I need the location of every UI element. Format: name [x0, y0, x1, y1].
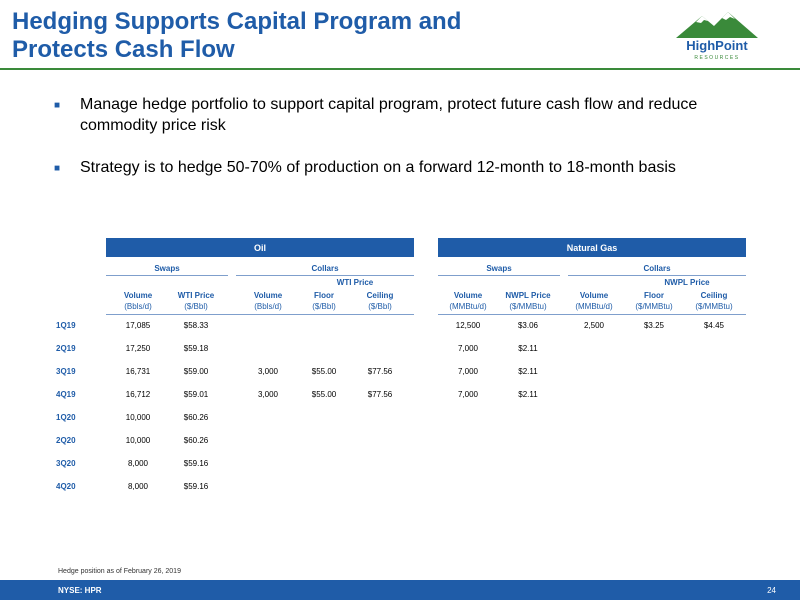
col-header-oil-swap-price: WTI Price ($/Bbl) [177, 291, 215, 311]
table-cell: $60.26 [183, 436, 209, 445]
table-cell: 3,000 [257, 367, 279, 376]
oil-header: Oil [106, 238, 414, 257]
logo-sub: RESOURCES [694, 55, 740, 61]
table-cell: $59.18 [183, 344, 209, 353]
divider [438, 275, 560, 276]
table-cell: 10,000 [125, 436, 151, 445]
table-cell: 16,731 [125, 367, 151, 376]
footnote: Hedge position as of February 26, 2019 [58, 568, 181, 575]
bullet-item [52, 157, 742, 178]
table-cell: $59.00 [183, 367, 209, 376]
quarter-label: 4Q19 [56, 390, 76, 399]
quarter-label: 2Q20 [56, 436, 76, 445]
table-cell: $2.11 [518, 367, 538, 376]
bullet-text: Manage hedge portfolio to support capital program, protect future cash flow and reduce commodity price risk [80, 96, 698, 134]
table-cell: $59.16 [183, 459, 209, 468]
col-header-gas-ceiling: Ceiling ($/MMBtu) [695, 291, 733, 311]
mountain-icon [672, 8, 762, 40]
bullet-text: Strategy is to hedge 50-70% of production on a forward 12-month to 18-month basis [80, 159, 676, 176]
table-cell: $77.56 [367, 390, 393, 399]
title-divider [0, 68, 800, 70]
col-header-oil-ceiling: Ceiling ($/Bbl) [366, 291, 394, 311]
gas-header: Natural Gas [438, 238, 746, 257]
title-line-1: Hedging Supports Capital Program and [12, 8, 462, 35]
quarter-label: 1Q20 [56, 413, 76, 422]
divider [568, 275, 746, 276]
square-bullet-icon: ■ [54, 100, 61, 111]
col-header-gas-swap-price: NWPL Price ($/MMBtu) [505, 291, 551, 311]
quarter-label: 1Q19 [56, 321, 76, 330]
col-header-oil-swap-volume: Volume (Bbls/d) [123, 291, 153, 311]
table-cell: 10,000 [125, 413, 151, 422]
table-cell: 7,000 [457, 367, 479, 376]
table-cell: 3,000 [257, 390, 279, 399]
gas-collars-header: Collars [643, 264, 671, 273]
table-cell: $59.01 [183, 390, 209, 399]
quarter-label: 3Q20 [56, 459, 76, 468]
oil-collars-header: Collars [311, 264, 339, 273]
table-cell: $3.25 [643, 321, 665, 330]
table-cell: 12,500 [455, 321, 481, 330]
divider [438, 314, 746, 315]
col-header-gas-swap-volume: Volume (MMBtu/d) [449, 291, 487, 311]
col-header-gas-collar-volume: Volume (MMBtu/d) [575, 291, 613, 311]
bullet-list [52, 94, 742, 199]
table-cell: 8,000 [127, 482, 149, 491]
title-line-2: Protects Cash Flow [12, 36, 235, 63]
divider [236, 275, 414, 276]
divider [106, 275, 228, 276]
col-header-oil-collar-volume: Volume (Bbls/d) [253, 291, 283, 311]
table-cell: $77.56 [367, 367, 393, 376]
col-header-oil-floor: Floor ($/Bbl) [312, 291, 336, 311]
page-title [12, 8, 461, 64]
table-cell: $4.45 [703, 321, 725, 330]
table-cell: $2.11 [518, 344, 538, 353]
divider [106, 314, 414, 315]
table-cell: $55.00 [311, 367, 337, 376]
table-cell: $3.06 [517, 321, 539, 330]
table-cell: 8,000 [127, 459, 149, 468]
table-cell: $58.33 [183, 321, 209, 330]
gas-swaps-header: Swaps [486, 264, 512, 273]
quarter-label: 3Q19 [56, 367, 76, 376]
table-cell: $55.00 [311, 390, 337, 399]
quarter-label: 2Q19 [56, 344, 76, 353]
table-cell: 16,712 [125, 390, 151, 399]
table-cell: $59.16 [183, 482, 209, 491]
col-header-gas-floor: Floor ($/MMBtu) [635, 291, 673, 311]
company-logo [672, 8, 762, 64]
table-cell: 7,000 [457, 344, 479, 353]
nwpl-price-header: NWPL Price [664, 278, 710, 287]
wti-price-header: WTI Price [336, 278, 374, 287]
logo-brand: HighPoint [686, 38, 748, 53]
oil-swaps-header: Swaps [154, 264, 180, 273]
table-cell: $2.11 [518, 390, 538, 399]
table-cell: 17,250 [125, 344, 151, 353]
bullet-item [52, 94, 742, 136]
table-cell: 7,000 [457, 390, 479, 399]
table-cell: 17,085 [125, 321, 151, 330]
footer-ticker: NYSE: HPR [58, 586, 102, 595]
table-cell: $60.26 [183, 413, 209, 422]
square-bullet-icon: ■ [54, 163, 61, 174]
page-number: 24 [767, 586, 776, 595]
footer-bar [0, 580, 800, 600]
quarter-label: 4Q20 [56, 482, 76, 491]
table-cell: 2,500 [583, 321, 605, 330]
